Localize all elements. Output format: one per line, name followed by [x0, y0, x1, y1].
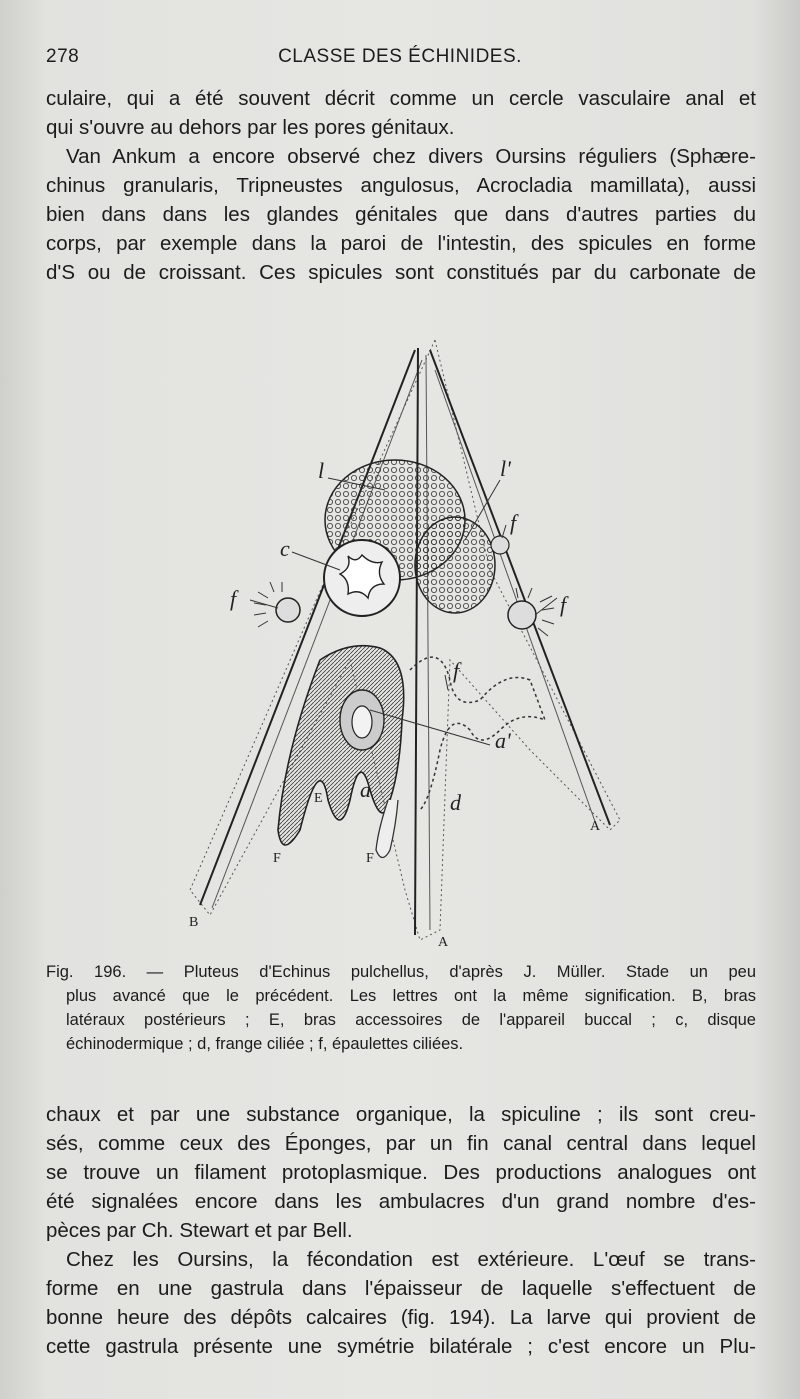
text-line: culaire, qui a été souvent décrit comme un cercle vasculaire anal et: [46, 87, 756, 110]
central-arm-inner: [426, 355, 430, 930]
text-line: pèces par Ch. Stewart et par Bell.: [46, 1219, 353, 1242]
running-title: CLASSE DES ÉCHINIDES.: [278, 46, 522, 67]
text-line: Van Ankum a encore observé chez divers Oursins réguliers (Sphære-: [66, 145, 756, 168]
label-E: E: [314, 791, 323, 806]
text-line: bien dans dans les glandes génitales que dans d'autres parties du: [46, 203, 756, 226]
label-d: d: [450, 790, 461, 815]
label-f-right-top: f: [510, 510, 517, 535]
label-A-bottom: A: [438, 935, 449, 950]
label-l-prime: l': [500, 456, 511, 481]
caption-line: Fig. 196. — Pluteus d'Echinus pulchellus, d'après J. Müller. Stade un peu: [46, 963, 756, 981]
label-l: l: [318, 458, 325, 483]
text-line: bonne heure des dépôts calcaires (fig. 194). La larve qui provient de: [46, 1306, 756, 1329]
label-a: a: [360, 777, 371, 802]
text-line: été signalées encore dans les ambulacres d'un grand nombre d'es-: [46, 1190, 756, 1213]
caption-line: échinodermique ; d, frange ciliée ; f, épaulettes ciliées.: [66, 1035, 464, 1053]
page-header: [46, 46, 754, 76]
text-line: Chez les Oursins, la fécondation est extérieure. L'œuf se trans-: [66, 1248, 756, 1271]
text-line: chinus granularis, Tripneustes angulosus, Acrocladia mamillata), aussi: [46, 174, 756, 197]
gland-l-prime: [415, 517, 495, 613]
larva-body-outline: [190, 340, 620, 940]
text-line: d'S ou de croissant. Ces spicules sont constitués par du carbonate de: [46, 261, 756, 284]
label-A-right: A: [590, 819, 601, 834]
label-a-prime: a': [495, 728, 511, 753]
label-f-right: f: [560, 592, 567, 617]
epaulette-right: [508, 601, 536, 629]
mouth-inner: [352, 706, 372, 738]
text-line: qui s'ouvre au dehors par les pores génitaux.: [46, 116, 455, 139]
epaulette-right-top: [491, 536, 509, 554]
text-line: corps, par exemple dans la paroi de l'intestin, des spicules en forme: [46, 232, 756, 255]
text-line: forme en une gastrula dans l'épaisseur de laquelle s'effectuent de: [46, 1277, 756, 1300]
text-line: cette gastrula présente une symétrie bilatérale ; c'est encore un Plu-: [46, 1335, 756, 1358]
label-F-center: F: [366, 851, 374, 866]
page-number: 278: [46, 46, 80, 67]
figure-pluteus: [150, 330, 630, 950]
caption-line: latéraux postérieurs ; E, bras accessoires de l'appareil buccal ; c, disque: [66, 1011, 756, 1029]
caption-line: plus avancé que le précédent. Les lettres ont la même signification. B, bras: [66, 987, 756, 1005]
label-B: B: [189, 915, 199, 930]
central-arm: [415, 348, 418, 935]
body-text-top: [46, 84, 756, 287]
label-f-center: f: [453, 658, 460, 683]
text-line: chaux et par une substance organique, la spiculine ; ils sont creu-: [46, 1103, 756, 1126]
label-c: c: [280, 536, 290, 561]
epaulette-left: [276, 598, 300, 622]
body-text-bottom: [46, 1100, 756, 1361]
label-f-left: f: [230, 586, 237, 611]
figure-caption: [46, 960, 756, 1056]
text-line: se trouve un filament protoplasmique. Des productions analogues ont: [46, 1161, 756, 1184]
ciliated-fringe: [410, 657, 545, 810]
label-F-left: F: [273, 851, 281, 866]
pluteus-illustration: [150, 330, 630, 950]
text-line: sés, comme ceux des Éponges, par un fin canal central dans lequel: [46, 1132, 756, 1155]
